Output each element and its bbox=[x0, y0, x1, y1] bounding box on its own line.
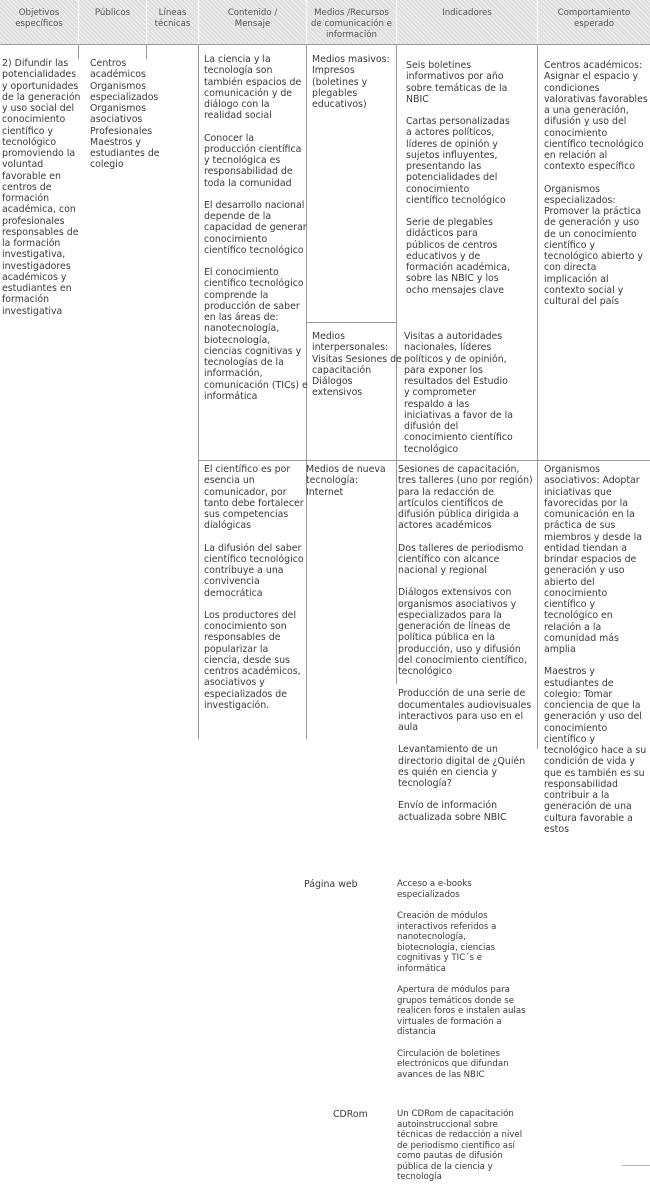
page-edge-mark bbox=[622, 1165, 650, 1166]
indicador-item: Envío de información actualizada sobre NBIC bbox=[398, 800, 507, 823]
header-comportamiento: Comportamiento esperado bbox=[538, 0, 650, 44]
col-divider bbox=[78, 44, 79, 59]
medios-cdrom: CDRom bbox=[333, 1109, 368, 1120]
indicador-item: Creación de módulos interactivos referidos a nanotecnología, biotecnología, ciencias cognitivas y TIC´s e informática bbox=[397, 911, 497, 974]
indicador-item: Un CDRom de capacitación autoinstruccional sobre técnicas de redacción a nivel de periodismo científico así como pautas de difusión pública de la ciencia y tecnología bbox=[397, 1109, 523, 1182]
indicador-item: Dos talleres de periodismo científico con alcance nacional y regional bbox=[398, 542, 524, 576]
col-divider bbox=[146, 44, 147, 59]
comportamiento-group-1 bbox=[544, 60, 648, 318]
header-lineas: Líneas técnicas bbox=[147, 0, 198, 44]
header-publicos: Públicos bbox=[79, 0, 146, 44]
comportamiento-item: Centros académicos: Asignar el espacio y condiciones valorativas favorables a una generación, difusión y uso del conocimiento científico tecnológico en relación al contexto específico bbox=[544, 60, 648, 173]
indicadores-internet bbox=[398, 464, 536, 834]
contenido-item: Conocer la producción científica y tecnológica es responsabilidad de toda la comunidad bbox=[204, 132, 302, 189]
medios-internet: Medios de nueva tecnología: Internet bbox=[306, 464, 386, 498]
medios-interpersonales: Medios interpersonales: Visitas Sesiones de capacitación Diálogos extensivos bbox=[312, 331, 402, 399]
objetivo-text: 2) Difundir las potencialidades y oportunidades de la generación y uso social del conocimiento científico y tecnológico promoviendo la voluntad favorable en centros de formación académica, con profesionales responsables de la formación investigativa, investigadores académicos y estudiantes en formación investigativa bbox=[2, 58, 81, 317]
medios-pagina-web: Página web bbox=[304, 879, 358, 890]
indicador-item: Serie de plegables didácticos para públicos de centros educativos y de formación académica, sobre las NBIC y los ocho mensajes clave bbox=[406, 217, 510, 296]
col-divider bbox=[537, 44, 538, 749]
indicador-item: Producción de una serie de documentales audiovisuales interactivos para uso en el aula bbox=[398, 688, 532, 733]
header-medios: Medios /Recursos de comunicación e información bbox=[307, 0, 396, 44]
indicadores-interpersonales bbox=[404, 331, 514, 466]
indicador-item: Acceso a e-books especializados bbox=[397, 879, 472, 900]
indicadores-web bbox=[397, 879, 529, 1091]
comportamiento-item: Organismos especializados: Promover la práctica de generación y uso de un conocimiento científico y tecnológico abierto y con directa implicación al contexto social y cultural del país bbox=[544, 183, 643, 307]
contenido-group-2 bbox=[204, 464, 304, 722]
indicador-item: Diálogos extensivos con organismos asociativos y especializados para la generación de líneas de política pública en la producción, uso y difusión del conocimiento científico, tecnológico bbox=[398, 587, 527, 677]
header-rule bbox=[0, 44, 650, 45]
publicos-text: Centros académicos Organismos especializados Organismos asociativos Profesionales Maestros y estudiantes de colegio bbox=[90, 58, 160, 171]
contenido-item: El conocimiento científico tecnológico comprende la producción de saber en las áreas de: nanotecnología, biotecnología, ciencias cognitivas y tecnologías de la información, comunicación (TICs) e informática bbox=[204, 267, 308, 402]
contenido-group-1 bbox=[204, 54, 308, 413]
contenido-item: El científico es por esencia un comunicador, por tanto debe fortalecer sus competencias dialógicas bbox=[204, 464, 304, 532]
row-divider bbox=[306, 322, 397, 323]
indicador-item: Seis boletines informativos por año sobre temáticas de la NBIC bbox=[406, 60, 508, 105]
contenido-item: La difusión del saber científico tecnológico contribuye a una convivencia democrática bbox=[204, 542, 304, 599]
indicador-item: Sesiones de capacitación, tres talleres (uno por región) para la redacción de artículos científicos de difusión pública dirigida a actores académicos bbox=[398, 464, 533, 532]
indicadores-cdrom bbox=[397, 1109, 529, 1194]
indicadores-masivos bbox=[406, 60, 512, 307]
indicador-item: Cartas personalizadas a actores políticos, líderes de opinión y sujetos influyentes, presentando las potencialidades del conocimiento científico tecnológico bbox=[406, 116, 510, 206]
indicador-item: Apertura de módulos para grupos temáticos donde se realicen foros e instalen aulas virtuales de formación a distancia bbox=[397, 985, 526, 1037]
indicador-item: Circulación de boletines electrónicos que difundan avances de las NBIC bbox=[397, 1048, 509, 1080]
comportamiento-group-2 bbox=[544, 464, 650, 846]
indicador-item: Levantamiento de un directorio digital de ¿Quién es quién en ciencia y tecnología? bbox=[398, 744, 526, 789]
header-indicadores: Indicadores bbox=[397, 0, 537, 44]
contenido-item: El desarrollo nacional depende de la capacidad de generar conocimiento científico tecnológico bbox=[204, 199, 307, 256]
indicador-item: Visitas a autoridades nacionales, líderes políticos y de opinión, para exponer los resultados del Estudio y comprometer respaldo a las iniciativas a favor de la difusión del conocimiento científico tecnológico bbox=[404, 331, 514, 455]
comportamiento-item: Organismos asociativos: Adoptar iniciativas que favorecidas por la comunicación en la práctica de sus miembros y desde la entidad tiendan a brindar espacios de generación y uso abierto del conocimiento científico y tecnológico en relación a la comunidad más amplia bbox=[544, 464, 643, 655]
col-divider bbox=[198, 44, 199, 739]
contenido-item: Los productores del conocimiento son responsables de popularizar la ciencia, desde sus centros académicos, asociativos y especializados de investigación. bbox=[204, 609, 301, 711]
contenido-item: La ciencia y la tecnología son también espacios de comunicación y de diálogo con la realidad social bbox=[204, 54, 302, 122]
header-objetivos: Objetivos específicos bbox=[0, 0, 78, 44]
comportamiento-item: Maestros y estudiantes de colegio: Tomar conciencia de que la generación y uso del conocimiento científico y tecnológico hace a su condición de vida y que es también es su responsabilidad contribuir a la generación de una cultura favorable a estos bbox=[544, 666, 647, 835]
medios-masivos: Medios masivos: Impresos (boletines y plegables educativos) bbox=[312, 54, 390, 110]
header-contenido: Contenido / Mensaje bbox=[199, 0, 306, 44]
